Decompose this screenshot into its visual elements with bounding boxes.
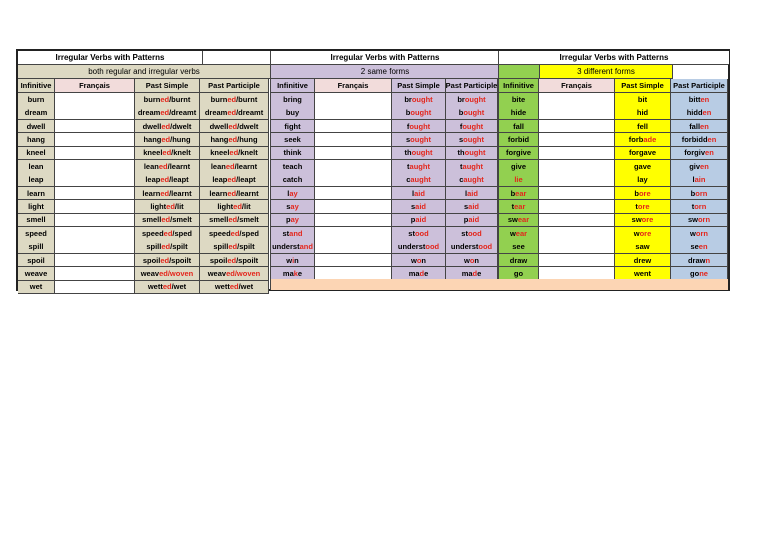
cell-past-participle: f ought [446,120,498,134]
column-header-past-simple: Past Simple [135,79,200,93]
cell-past-participle: go ne [671,267,728,281]
cell-francais[interactable] [55,214,135,228]
cell-francais[interactable] [55,267,135,281]
column-header-francais: Français [55,79,135,93]
cell-francais[interactable] [55,120,135,134]
cell-francais[interactable] [315,120,392,134]
cell-past-simple: l aid [392,187,446,201]
cell-infinitive: burn [18,93,55,107]
cell-infinitive: hang [18,133,55,147]
cell-infinitive: catch [271,173,315,187]
cell-past-participle: sw orn [671,214,728,228]
cell-infinitive: s ay [271,200,315,214]
cell-past-participle: ma d e [446,267,498,281]
cell-francais[interactable] [315,214,392,228]
cell-past-participle: t orn [671,200,728,214]
cell-past-participle: w orn [671,227,728,241]
cell-past-participle: learn ed /learnt [200,187,269,201]
cell-past-simple: b ought [392,106,446,120]
cell-past-participle: kneel ed /knelt [200,147,269,161]
cell-infinitive: lie [499,173,539,187]
cell-past-simple: dwell ed /dwelt [135,120,200,134]
cell-past-simple: spill ed /spilt [135,240,200,254]
cell-past-simple: drew [615,254,671,268]
cell-past-participle: p aid [446,214,498,228]
cell-infinitive: underst and [271,240,315,254]
cell-past-participle: giv en [671,160,728,174]
cell-francais[interactable] [55,240,135,254]
cell-past-simple: forb ade [615,133,671,147]
cell-infinitive: st and [271,227,315,241]
cell-francais[interactable] [315,254,392,268]
cell-infinitive: weave [18,267,55,281]
cell-infinitive: seek [271,133,315,147]
cell-past-participle: underst ood [446,240,498,254]
cell-infinitive: light [18,200,55,214]
cell-infinitive: buy [271,106,315,120]
cell-past-participle: b ought [446,106,498,120]
cell-infinitive: sw ear [499,214,539,228]
cell-past-simple: br ought [392,93,446,107]
cell-past-simple: dream ed /dreamt [135,106,200,120]
cell-past-simple: hang ed /hung [135,133,200,147]
cell-past-simple: gave [615,160,671,174]
cell-francais[interactable] [55,173,135,187]
column-header-infinitive: Infinitive [271,79,315,93]
cell-infinitive: fight [271,120,315,134]
cell-infinitive: kneel [18,147,55,161]
cell-infinitive: bite [499,93,539,107]
cell-past-simple: kneel ed /knelt [135,147,200,161]
cell-francais[interactable] [55,227,135,241]
cell-francais[interactable] [539,187,615,201]
cell-francais[interactable] [315,160,392,174]
cell-past-participle: se en [671,240,728,254]
cell-past-participle: forgiv en [671,147,728,161]
cell-infinitive: learn [18,187,55,201]
cell-past-participle: burn ed /burnt [200,93,269,107]
cell-infinitive: go [499,267,539,281]
column-header-francais: Français [315,79,392,93]
cell-past-participle: spoil ed /spoilt [200,254,269,268]
cell-francais[interactable] [539,173,615,187]
cell-infinitive: forgive [499,147,539,161]
cell-past-simple: t aught [392,160,446,174]
cell-past-simple: hid [615,106,671,120]
cell-past-simple: leap ed /leapt [135,173,200,187]
cell-infinitive: dwell [18,120,55,134]
cell-francais[interactable] [539,93,615,107]
cell-past-simple: lay [615,173,671,187]
column-header-past-simple: Past Simple [615,79,671,93]
cell-francais[interactable] [539,160,615,174]
cell-past-simple: burn ed /burnt [135,93,200,107]
cell-past-simple: th ought [392,147,446,161]
cell-past-participle: draw n [671,254,728,268]
cell-past-simple: underst ood [392,240,446,254]
cell-infinitive: lean [18,160,55,174]
cell-past-simple: f ought [392,120,446,134]
cell-infinitive: forbid [499,133,539,147]
cell-infinitive: hide [499,106,539,120]
cell-past-participle: hidd en [671,106,728,120]
cell-past-simple: learn ed /learnt [135,187,200,201]
cell-francais[interactable] [55,93,135,107]
cell-francais[interactable] [315,200,392,214]
green-header-strip [499,65,539,79]
cell-past-simple: p aid [392,214,446,228]
cell-francais[interactable] [55,160,135,174]
cell-francais[interactable] [539,254,615,268]
cell-past-participle: speed ed /sped [200,227,269,241]
cell-past-simple: light ed /lit [135,200,200,214]
cell-past-participle: leap ed /leapt [200,173,269,187]
cell-past-participle: s aid [446,200,498,214]
cell-francais[interactable] [539,120,615,134]
cell-past-participle: fall en [671,120,728,134]
cell-francais[interactable] [315,227,392,241]
irregular-verbs-sheet [16,49,730,291]
cell-francais[interactable] [315,240,392,254]
cell-past-participle: bitt en [671,93,728,107]
cell-infinitive: smell [18,214,55,228]
cell-francais[interactable] [539,240,615,254]
cell-infinitive: bring [271,93,315,107]
cell-infinitive: b ear [499,187,539,201]
section-subtitle: 2 same forms [271,65,499,79]
cell-past-simple: st ood [392,227,446,241]
empty-row-fill [270,279,728,290]
cell-past-simple: t ore [615,200,671,214]
cell-past-participle: l ain [671,173,728,187]
cell-francais[interactable] [539,106,615,120]
cell-infinitive: dream [18,106,55,120]
cell-past-simple: forgave [615,147,671,161]
cell-past-simple: weav ed/woven [135,267,200,281]
section-title: Irregular Verbs with Patterns [18,51,202,65]
cell-infinitive: p ay [271,214,315,228]
cell-past-simple: bit [615,93,671,107]
column-header-infinitive: Infinitive [499,79,539,93]
cell-infinitive: speed [18,227,55,241]
cell-past-simple: c aught [392,173,446,187]
cell-francais[interactable] [539,214,615,228]
cell-past-simple: speed ed /sped [135,227,200,241]
cell-past-participle: wett ed /wet [200,281,269,295]
cell-past-participle: l aid [446,187,498,201]
cell-francais[interactable] [539,200,615,214]
section-two-same-forms [270,51,499,289]
cell-past-simple: lean ed /learnt [135,160,200,174]
cell-francais[interactable] [55,106,135,120]
cell-francais[interactable] [315,147,392,161]
cell-past-participle: b orn [671,187,728,201]
blank-header-cell [202,51,270,65]
cell-past-simple: sw ore [615,214,671,228]
cell-francais[interactable] [55,133,135,147]
cell-francais[interactable] [55,147,135,161]
cell-past-participle: br ought [446,93,498,107]
cell-past-simple: spoil ed /spoilt [135,254,200,268]
cell-infinitive: spoil [18,254,55,268]
cell-infinitive: leap [18,173,55,187]
cell-past-simple: wett ed /wet [135,281,200,295]
cell-past-simple: saw [615,240,671,254]
cell-past-participle: weav ed/woven [200,267,269,281]
cell-infinitive: teach [271,160,315,174]
cell-francais[interactable] [315,187,392,201]
section-subtitle: 3 different forms [539,65,673,79]
cell-past-participle: smell ed /smelt [200,214,269,228]
cell-past-simple: w o n [392,254,446,268]
cell-infinitive: think [271,147,315,161]
cell-infinitive: l ay [271,187,315,201]
cell-infinitive: see [499,240,539,254]
cell-francais[interactable] [55,200,135,214]
cell-francais[interactable] [315,93,392,107]
cell-francais[interactable] [55,254,135,268]
cell-past-participle: spill ed /spilt [200,240,269,254]
column-header-francais: Français [539,79,615,93]
cell-francais[interactable] [315,173,392,187]
cell-infinitive: w i n [271,254,315,268]
cell-francais[interactable] [315,133,392,147]
section-regular-irregular [18,51,270,292]
cell-past-participle: th ought [446,147,498,161]
cell-past-simple: ma d e [392,267,446,281]
column-header-past-participle: Past Participle [446,79,498,93]
column-header-past-participle: Past Participle [671,79,728,93]
cell-infinitive: fall [499,120,539,134]
cell-past-participle: lean ed /learnt [200,160,269,174]
cell-past-simple: s aid [392,200,446,214]
section-three-forms [498,51,729,289]
cell-past-participle: c aught [446,173,498,187]
section-title: Irregular Verbs with Patterns [499,51,729,65]
cell-past-participle: t aught [446,160,498,174]
column-header-infinitive: Infinitive [18,79,55,93]
cell-francais[interactable] [55,187,135,201]
column-header-past-simple: Past Simple [392,79,446,93]
cell-past-simple: smell ed /smelt [135,214,200,228]
section-subtitle: both regular and irregular verbs [18,65,270,79]
cell-past-participle: st ood [446,227,498,241]
cell-infinitive: draw [499,254,539,268]
cell-infinitive: spill [18,240,55,254]
cell-past-participle: w o n [446,254,498,268]
cell-francais[interactable] [55,281,135,295]
cell-past-participle: hang ed /hung [200,133,269,147]
cell-francais[interactable] [539,227,615,241]
cell-past-participle: s ought [446,133,498,147]
cell-past-simple: w ore [615,227,671,241]
cell-francais[interactable] [539,147,615,161]
cell-past-participle: forbidd en [671,133,728,147]
cell-past-participle: dream ed /dreamt [200,106,269,120]
cell-francais[interactable] [539,133,615,147]
cell-infinitive: ma k e [271,267,315,281]
column-header-past-participle: Past Participle [200,79,269,93]
cell-past-simple: fell [615,120,671,134]
section-title: Irregular Verbs with Patterns [271,51,499,65]
cell-past-simple: b ore [615,187,671,201]
cell-past-simple: s ought [392,133,446,147]
cell-past-participle: light ed /lit [200,200,269,214]
cell-infinitive: give [499,160,539,174]
cell-infinitive: wet [18,281,55,295]
cell-past-participle: dwell ed /dwelt [200,120,269,134]
cell-infinitive: t ear [499,200,539,214]
cell-francais[interactable] [315,106,392,120]
cell-infinitive: w ear [499,227,539,241]
cell-past-simple: went [615,267,671,281]
